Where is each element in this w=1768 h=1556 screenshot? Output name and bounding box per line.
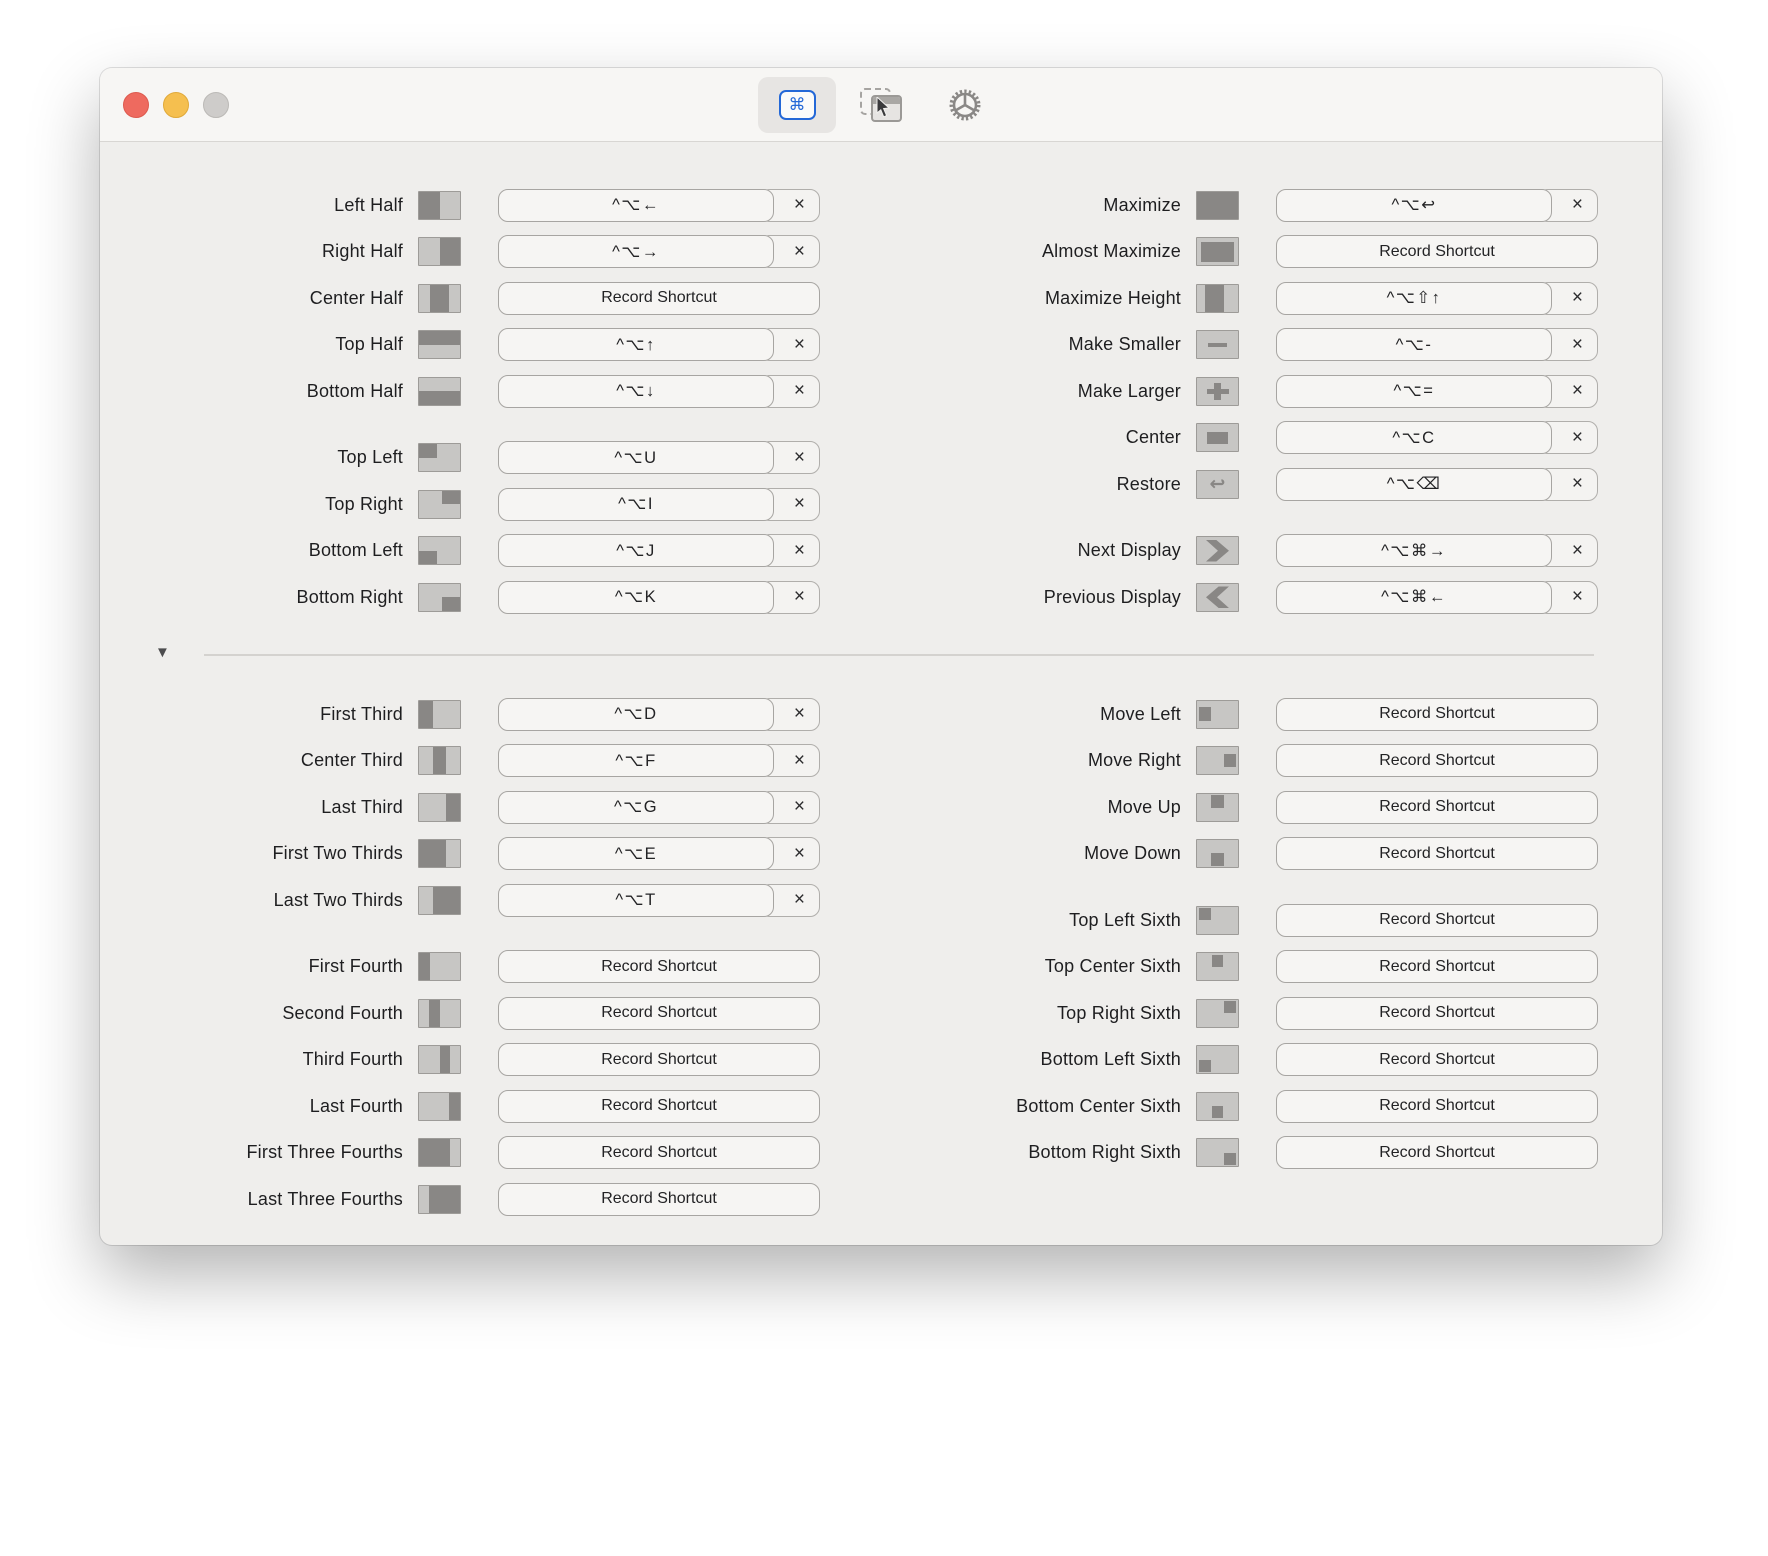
center-icon bbox=[1196, 423, 1239, 452]
shortcut-row bbox=[896, 831, 1598, 878]
record-shortcut-button[interactable]: Record Shortcut bbox=[498, 1090, 820, 1123]
section-thirds-fourths bbox=[118, 691, 820, 1223]
shortcut-field[interactable]: ^⌥↩ bbox=[1276, 189, 1552, 222]
action-label: Bottom Right bbox=[296, 586, 403, 607]
make-larger-icon bbox=[1196, 377, 1239, 406]
second-fourth-icon bbox=[418, 999, 461, 1028]
record-shortcut-button[interactable]: Record Shortcut bbox=[1276, 1090, 1598, 1123]
clear-shortcut-button[interactable]: × bbox=[1538, 421, 1598, 454]
zoom-button[interactable] bbox=[203, 92, 229, 118]
shortcut-field[interactable]: ^⌥D bbox=[498, 698, 774, 731]
bottom-center-sixth-icon bbox=[1196, 1092, 1239, 1121]
third-fourth-icon bbox=[418, 1045, 461, 1074]
maximize-height-icon bbox=[1196, 284, 1239, 313]
left-half-icon bbox=[418, 191, 461, 220]
shortcut-row bbox=[896, 784, 1598, 831]
action-label: Center Half bbox=[309, 287, 403, 308]
clear-shortcut-button[interactable]: × bbox=[760, 488, 820, 521]
command-icon: ⌘ bbox=[779, 90, 816, 120]
shortcut-row bbox=[896, 322, 1598, 369]
section-divider bbox=[204, 654, 1594, 656]
next-display-icon bbox=[1196, 536, 1239, 565]
shortcut-row bbox=[118, 944, 820, 991]
action-label: First Two Thirds bbox=[272, 843, 403, 864]
clear-shortcut-button[interactable]: × bbox=[1538, 328, 1598, 361]
shortcut-row bbox=[118, 1176, 820, 1223]
shortcut-field[interactable]: ^⌥→ bbox=[498, 235, 774, 268]
bottom-left-sixth-icon bbox=[1196, 1045, 1239, 1074]
shortcut-field[interactable]: ^⌥- bbox=[1276, 328, 1552, 361]
action-label: First Fourth bbox=[308, 956, 403, 977]
shortcut-field[interactable]: ^⌥F bbox=[498, 744, 774, 777]
action-label: Second Fourth bbox=[282, 1002, 403, 1023]
record-shortcut-button[interactable]: Record Shortcut bbox=[498, 282, 820, 315]
shortcut-row bbox=[896, 275, 1598, 322]
action-label: Top Left Sixth bbox=[1069, 909, 1181, 930]
tab-settings[interactable] bbox=[926, 77, 1004, 133]
right-half-icon bbox=[418, 237, 461, 266]
clear-shortcut-button[interactable]: × bbox=[1538, 534, 1598, 567]
prev-display-icon bbox=[1196, 583, 1239, 612]
clear-shortcut-button[interactable]: × bbox=[760, 884, 820, 917]
clear-shortcut-button[interactable]: × bbox=[760, 698, 820, 731]
bottom-right-icon bbox=[418, 583, 461, 612]
almost-maximize-icon bbox=[1196, 237, 1239, 266]
group-gap bbox=[896, 877, 1598, 897]
action-label: Top Center Sixth bbox=[1044, 956, 1181, 977]
top-right-icon bbox=[418, 490, 461, 519]
first-fourth-icon bbox=[418, 952, 461, 981]
section-halves-corners bbox=[118, 182, 820, 621]
clear-shortcut-button[interactable]: × bbox=[760, 189, 820, 222]
shortcut-row bbox=[896, 944, 1598, 991]
action-label: Almost Maximize bbox=[1041, 241, 1181, 262]
last-three-fourths-icon bbox=[418, 1185, 461, 1214]
action-label: Top Left bbox=[337, 447, 403, 468]
clear-shortcut-button[interactable]: × bbox=[760, 791, 820, 824]
action-label: Maximize Height bbox=[1044, 287, 1181, 308]
center-third-icon bbox=[418, 746, 461, 775]
shortcut-row bbox=[118, 182, 820, 229]
titlebar bbox=[100, 68, 1662, 142]
move-right-icon bbox=[1196, 746, 1239, 775]
action-label: Restore bbox=[1116, 473, 1181, 494]
action-label: Move Right bbox=[1087, 750, 1181, 771]
shortcut-field[interactable]: ^⌥⇧↑ bbox=[1276, 282, 1552, 315]
section-move-sixths bbox=[896, 691, 1598, 1176]
action-label: Move Down bbox=[1084, 843, 1181, 864]
shortcut-row bbox=[896, 897, 1598, 944]
shortcut-field[interactable]: ^⌥T bbox=[498, 884, 774, 917]
shortcut-row bbox=[118, 322, 820, 369]
tab-shortcuts[interactable] bbox=[758, 77, 836, 133]
shortcut-field[interactable]: ^⌥⌘← bbox=[1276, 581, 1552, 614]
action-label: Next Display bbox=[1077, 540, 1181, 561]
action-label: Last Fourth bbox=[309, 1095, 403, 1116]
clear-shortcut-button[interactable]: × bbox=[1538, 375, 1598, 408]
first-three-fourths-icon bbox=[418, 1138, 461, 1167]
bottom-right-sixth-icon bbox=[1196, 1138, 1239, 1167]
top-center-sixth-icon bbox=[1196, 952, 1239, 981]
action-label: Right Half bbox=[321, 241, 403, 262]
traffic-lights bbox=[123, 92, 229, 118]
clear-shortcut-button[interactable]: × bbox=[760, 837, 820, 870]
record-shortcut-button[interactable]: Record Shortcut bbox=[1276, 235, 1598, 268]
shortcut-row bbox=[118, 691, 820, 738]
shortcut-field[interactable]: ^⌥⌫ bbox=[1276, 468, 1552, 501]
action-label: Top Half bbox=[335, 334, 403, 355]
clear-shortcut-button[interactable]: × bbox=[760, 328, 820, 361]
shortcut-row bbox=[896, 1083, 1598, 1130]
action-label: First Third bbox=[320, 703, 403, 724]
action-label: Bottom Left Sixth bbox=[1040, 1049, 1181, 1070]
section-maximize-display bbox=[896, 182, 1598, 621]
clear-shortcut-button[interactable]: × bbox=[1538, 581, 1598, 614]
shortcut-field[interactable]: ^⌥← bbox=[498, 189, 774, 222]
action-label: Maximize bbox=[1103, 194, 1181, 215]
action-label: Left Half bbox=[334, 194, 403, 215]
shortcut-field[interactable]: ^⌥↓ bbox=[498, 375, 774, 408]
clear-shortcut-button[interactable]: × bbox=[760, 441, 820, 474]
clear-shortcut-button[interactable]: × bbox=[760, 581, 820, 614]
gear-icon bbox=[947, 87, 983, 123]
top-half-icon bbox=[418, 330, 461, 359]
record-shortcut-button[interactable]: Record Shortcut bbox=[498, 950, 820, 983]
shortcut-row bbox=[118, 738, 820, 785]
shortcut-row bbox=[896, 182, 1598, 229]
record-shortcut-button[interactable]: Record Shortcut bbox=[1276, 1136, 1598, 1169]
record-shortcut-button[interactable]: Record Shortcut bbox=[1276, 950, 1598, 983]
shortcut-row bbox=[118, 528, 820, 575]
shortcut-field[interactable]: ^⌥= bbox=[1276, 375, 1552, 408]
record-shortcut-button[interactable]: Record Shortcut bbox=[498, 1136, 820, 1169]
action-label: Center bbox=[1125, 427, 1181, 448]
shortcut-row bbox=[118, 784, 820, 831]
shortcut-row bbox=[896, 990, 1598, 1037]
clear-shortcut-button[interactable]: × bbox=[760, 744, 820, 777]
restore-icon: ↩ bbox=[1196, 470, 1239, 499]
group-gap bbox=[118, 924, 820, 944]
action-label: First Three Fourths bbox=[246, 1142, 403, 1163]
shortcut-row bbox=[896, 691, 1598, 738]
last-third-icon bbox=[418, 793, 461, 822]
shortcut-row bbox=[896, 461, 1598, 508]
first-two-thirds-icon bbox=[418, 839, 461, 868]
record-shortcut-button[interactable]: Record Shortcut bbox=[1276, 744, 1598, 777]
disclosure-triangle[interactable]: ▼ bbox=[155, 644, 170, 661]
clear-shortcut-button[interactable]: × bbox=[760, 375, 820, 408]
record-shortcut-button[interactable]: Record Shortcut bbox=[498, 1043, 820, 1076]
shortcut-field[interactable]: ^⌥K bbox=[498, 581, 774, 614]
clear-shortcut-button[interactable]: × bbox=[1538, 468, 1598, 501]
action-label: Last Two Thirds bbox=[273, 889, 403, 910]
action-label: Bottom Right Sixth bbox=[1028, 1142, 1181, 1163]
clear-shortcut-button[interactable]: × bbox=[760, 235, 820, 268]
action-label: Make Larger bbox=[1077, 380, 1181, 401]
action-label: Previous Display bbox=[1043, 586, 1181, 607]
record-shortcut-button[interactable]: Record Shortcut bbox=[498, 997, 820, 1030]
action-label: Make Smaller bbox=[1068, 334, 1181, 355]
shortcut-row bbox=[118, 1037, 820, 1084]
action-label: Bottom Center Sixth bbox=[1016, 1095, 1181, 1116]
shortcut-field[interactable]: ^⌥G bbox=[498, 791, 774, 824]
clear-shortcut-button[interactable]: × bbox=[760, 534, 820, 567]
shortcut-row bbox=[118, 1130, 820, 1177]
shortcut-row bbox=[896, 528, 1598, 575]
shortcut-row bbox=[118, 481, 820, 528]
record-shortcut-button[interactable]: Record Shortcut bbox=[1276, 997, 1598, 1030]
action-label: Bottom Left bbox=[308, 540, 403, 561]
top-left-icon bbox=[418, 443, 461, 472]
action-label: Center Third bbox=[300, 750, 403, 771]
shortcut-row bbox=[118, 1083, 820, 1130]
shortcut-row bbox=[896, 415, 1598, 462]
action-label: Top Right Sixth bbox=[1056, 1002, 1181, 1023]
record-shortcut-button[interactable]: Record Shortcut bbox=[498, 1183, 820, 1216]
minimize-button[interactable] bbox=[163, 92, 189, 118]
last-two-thirds-icon bbox=[418, 886, 461, 915]
top-left-sixth-icon bbox=[1196, 906, 1239, 935]
shortcut-row bbox=[896, 574, 1598, 621]
shortcut-row bbox=[118, 435, 820, 482]
group-gap bbox=[896, 508, 1598, 528]
window-cursor-icon bbox=[860, 88, 902, 122]
shortcut-row bbox=[118, 574, 820, 621]
record-shortcut-button[interactable]: Record Shortcut bbox=[1276, 904, 1598, 937]
shortcut-field[interactable]: ^⌥J bbox=[498, 534, 774, 567]
action-label: Move Up bbox=[1107, 796, 1181, 817]
first-third-icon bbox=[418, 700, 461, 729]
record-shortcut-button[interactable]: Record Shortcut bbox=[1276, 1043, 1598, 1076]
shortcut-field[interactable]: ^⌥I bbox=[498, 488, 774, 521]
action-label: Last Three Fourths bbox=[247, 1188, 403, 1209]
action-label: Top Right bbox=[325, 493, 403, 514]
shortcut-row bbox=[896, 1130, 1598, 1177]
clear-shortcut-button[interactable]: × bbox=[1538, 282, 1598, 315]
bottom-left-icon bbox=[418, 536, 461, 565]
bottom-half-icon bbox=[418, 377, 461, 406]
shortcut-row bbox=[118, 229, 820, 276]
group-gap bbox=[118, 415, 820, 435]
shortcut-field[interactable]: ^⌥↑ bbox=[498, 328, 774, 361]
clear-shortcut-button[interactable]: × bbox=[1538, 189, 1598, 222]
action-label: Move Left bbox=[1100, 703, 1181, 724]
top-right-sixth-icon bbox=[1196, 999, 1239, 1028]
shortcut-field[interactable]: ^⌥U bbox=[498, 441, 774, 474]
close-button[interactable] bbox=[123, 92, 149, 118]
move-left-icon bbox=[1196, 700, 1239, 729]
rectangle-preferences-window bbox=[100, 68, 1662, 1245]
shortcut-row bbox=[896, 229, 1598, 276]
record-shortcut-button[interactable]: Record Shortcut bbox=[1276, 791, 1598, 824]
last-fourth-icon bbox=[418, 1092, 461, 1121]
shortcut-row bbox=[896, 738, 1598, 785]
shortcut-row bbox=[118, 831, 820, 878]
record-shortcut-button[interactable]: Record Shortcut bbox=[1276, 837, 1598, 870]
shortcut-row bbox=[118, 275, 820, 322]
shortcut-field[interactable]: ^⌥⌘→ bbox=[1276, 534, 1552, 567]
action-label: Third Fourth bbox=[302, 1049, 403, 1070]
center-half-icon bbox=[418, 284, 461, 313]
tab-snap-areas[interactable] bbox=[842, 77, 920, 133]
toolbar-tabs bbox=[758, 77, 1004, 133]
action-label: Last Third bbox=[321, 796, 403, 817]
shortcut-field[interactable]: ^⌥E bbox=[498, 837, 774, 870]
shortcut-row bbox=[118, 990, 820, 1037]
shortcut-row bbox=[896, 368, 1598, 415]
shortcut-row bbox=[896, 1037, 1598, 1084]
shortcut-row bbox=[118, 368, 820, 415]
move-up-icon bbox=[1196, 793, 1239, 822]
move-down-icon bbox=[1196, 839, 1239, 868]
record-shortcut-button[interactable]: Record Shortcut bbox=[1276, 698, 1598, 731]
shortcut-row bbox=[118, 877, 820, 924]
action-label: Bottom Half bbox=[306, 380, 403, 401]
maximize-icon bbox=[1196, 191, 1239, 220]
shortcut-field[interactable]: ^⌥C bbox=[1276, 421, 1552, 454]
make-smaller-icon bbox=[1196, 330, 1239, 359]
